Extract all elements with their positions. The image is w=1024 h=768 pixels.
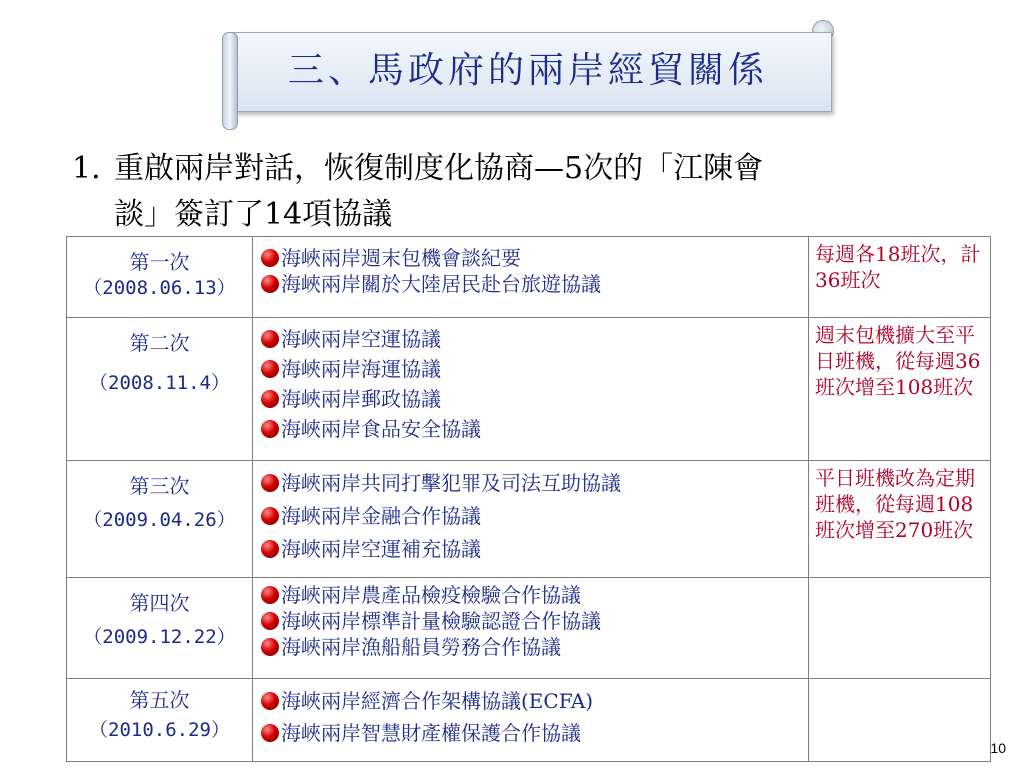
note-cell: 每週各18班次，計36班次: [809, 237, 991, 318]
list-item: 海峽兩岸標準計量檢驗認證合作協議: [261, 608, 808, 634]
red-ball-bullet-icon: [261, 360, 279, 378]
round-cell: [67, 318, 253, 461]
agreements-table: [66, 236, 991, 762]
note-cell: [809, 679, 991, 762]
round-date: （2009.04.26）: [83, 509, 236, 531]
list-item: 海峽兩岸經濟合作架構協議(ECFA): [261, 685, 808, 717]
list-item: 海峽兩岸空運補充協議: [261, 533, 808, 566]
round-date: （2010.6.29）: [89, 719, 230, 741]
note-cell: 平日班機改為定期班機，從每週108班次增至270班次: [809, 461, 991, 578]
agreements-cell: [253, 237, 809, 318]
list-item: 海峽兩岸共同打擊犯罪及司法互助協議: [261, 467, 808, 500]
red-ball-bullet-icon: [261, 724, 279, 742]
list-item: 海峽兩岸海運協議: [261, 354, 808, 384]
red-ball-bullet-icon: [261, 612, 279, 630]
round-date: （2008.06.13）: [83, 277, 236, 299]
table-row: [67, 461, 991, 578]
round-cell: [67, 461, 253, 578]
heading-line-2: 談」簽訂了14項協議: [114, 197, 393, 232]
round-date: （2008.11.4）: [89, 372, 230, 394]
red-ball-bullet-icon: [261, 540, 279, 558]
round-name: 第五次: [129, 688, 190, 712]
red-ball-bullet-icon: [261, 474, 279, 492]
red-ball-bullet-icon: [261, 420, 279, 438]
table-row: [67, 318, 991, 461]
red-ball-bullet-icon: [261, 275, 279, 293]
agreements-cell: [253, 318, 809, 461]
table-row: [67, 578, 991, 679]
scroll-roll-left-icon: [222, 32, 238, 130]
agreements-cell: [253, 461, 809, 578]
list-item: 海峽兩岸週末包機會談紀要: [261, 245, 808, 271]
list-item: 海峽兩岸食品安全協議: [261, 414, 808, 444]
note-cell: 週末包機擴大至平日班機，從每週36班次增至108班次: [809, 318, 991, 461]
slide-title: 三、馬政府的兩岸經貿關係: [287, 50, 768, 91]
page-number: 10: [990, 740, 1006, 756]
round-cell: [67, 679, 253, 762]
agreements-cell: [253, 679, 809, 762]
round-name: 第一次: [129, 250, 190, 274]
round-name: 第三次: [129, 474, 190, 498]
list-item: 海峽兩岸智慧財產權保護合作協議: [261, 717, 808, 749]
heading-line-1: 重啟兩岸對話，恢復制度化協商—5次的「江陳會: [114, 151, 764, 186]
red-ball-bullet-icon: [261, 390, 279, 408]
table-row: [67, 237, 991, 318]
heading-number: 1.: [72, 151, 101, 186]
round-date: （2009.12.22）: [83, 626, 236, 648]
round-name: 第二次: [129, 331, 190, 355]
red-ball-bullet-icon: [261, 249, 279, 267]
list-item: 海峽兩岸農產品檢疫檢驗合作協議: [261, 582, 808, 608]
round-cell: [67, 237, 253, 318]
list-item: 海峽兩岸金融合作協議: [261, 500, 808, 533]
agreements-cell: [253, 578, 809, 679]
red-ball-bullet-icon: [261, 692, 279, 710]
section-heading: [72, 146, 992, 238]
red-ball-bullet-icon: [261, 638, 279, 656]
round-cell: [67, 578, 253, 679]
list-item: 海峽兩岸漁船船員勞務合作協議: [261, 634, 808, 660]
round-name: 第四次: [129, 591, 190, 615]
title-scroll-banner: [222, 20, 834, 110]
red-ball-bullet-icon: [261, 507, 279, 525]
list-item: 海峽兩岸關於大陸居民赴台旅遊協議: [261, 271, 808, 297]
list-item: 海峽兩岸郵政協議: [261, 384, 808, 414]
note-cell: [809, 578, 991, 679]
red-ball-bullet-icon: [261, 586, 279, 604]
table-row: [67, 679, 991, 762]
list-item: 海峽兩岸空運協議: [261, 324, 808, 354]
red-ball-bullet-icon: [261, 330, 279, 348]
